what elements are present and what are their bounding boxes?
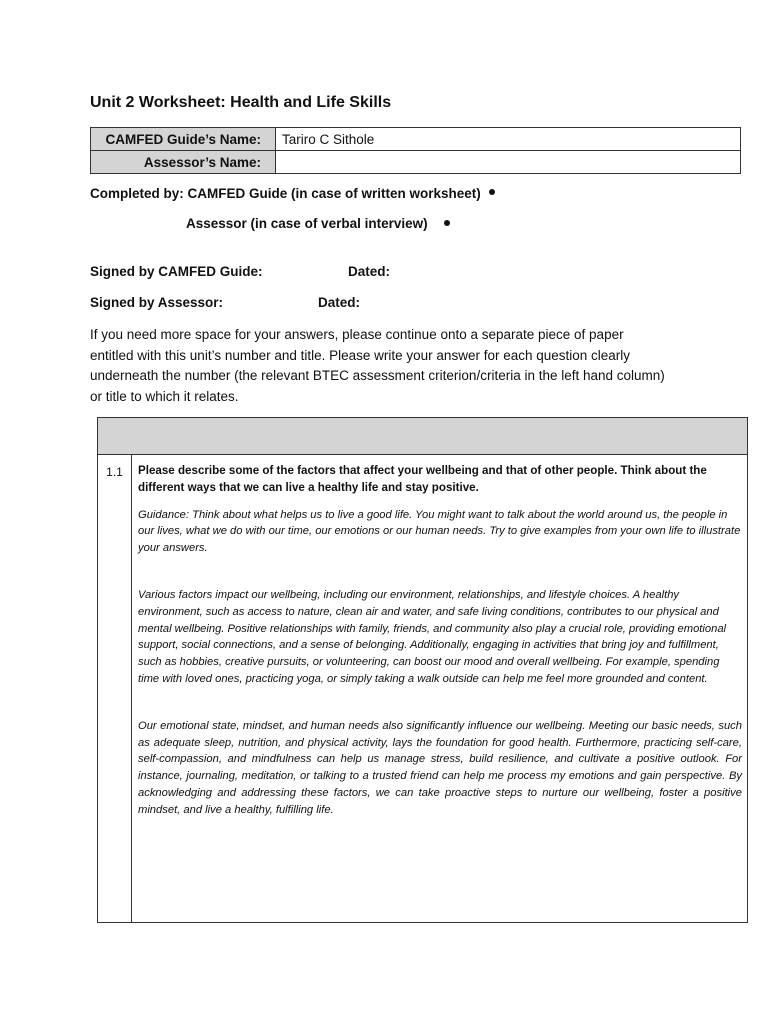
signed-assessor-label: Signed by Assessor: [90, 295, 224, 310]
page-title: Unit 2 Worksheet: Health and Life Skills [90, 94, 392, 111]
question-table-header [98, 418, 747, 455]
instructions-paragraph: If you need more space for your answers, please continue onto a separate piece of paper entitled with this unit’s number and title. Please write your answer for each question clearly underneath the number (the relevant BTEC assessment criterion/criteria in the left hand column) or title to which it relates. [90, 327, 665, 404]
assessor-name-label: Assessor’s Name: [91, 151, 276, 174]
completed-by-assessor-label: Assessor (in case of verbal interview) [186, 216, 428, 231]
question-number: 1.1 [98, 455, 132, 922]
question-table [97, 417, 748, 923]
question-text: Please describe some of the factors that affect your wellbeing and that of other people. Think about the different ways that we can live a healthy life and stay positive. [138, 464, 707, 494]
answer-paragraph-2: Our emotional state, mindset, and human needs also significantly influence our wellbeing. Meeting our basic needs, such as adequate sleep, nutrition, and physical activity, lays the foundation for good health. Furthermore, practicing self-care, self-compassion, and mindfulness can help us manage stress, build resilience, and cultivate a positive outlook. For instance, journaling, meditation, or talking to a trusted friend can help me process my emotions and gain perspective. By acknowledging and addressing these factors, we can take proactive steps to nurture our wellbeing, foster a positive mindset, and live a healthy, fulfilling life. [138, 719, 742, 816]
info-table [90, 127, 741, 174]
guide-name-label: CAMFED Guide’s Name: [91, 128, 276, 151]
signed-guide-label: Signed by CAMFED Guide: [90, 264, 263, 279]
question-cell[interactable] [138, 463, 742, 849]
signed-assessor-dated-label: Dated: [318, 295, 361, 310]
signed-guide-dated-label: Dated: [348, 264, 391, 279]
answer-paragraph-1: Various factors impact our wellbeing, including our environment, relationships, and lifestyle choices. A healthy environment, such as access to nature, clean air and water, and safe living conditions, contributes to our physical and mental wellbeing. Positive relationships with family, friends, and community also play a crucial role, providing emotional support, social connections, and a sense of belonging. Additionally, engaging in activities that bring joy and fulfillment, such as hobbies, creative pursuits, or volunteering, can boost our mood and overall wellbeing. For example, spending time with loved ones, practicing yoga, or simply taking a walk outside can help me feel more grounded and content. [138, 588, 727, 685]
guide-name-field[interactable]: Tariro C Sithole [276, 128, 741, 151]
assessor-name-field[interactable] [276, 151, 741, 174]
completed-by-guide [90, 186, 495, 201]
bullet-icon[interactable] [444, 220, 450, 226]
completed-by-guide-label: Completed by: CAMFED Guide (in case of written worksheet) [90, 186, 481, 201]
bullet-icon[interactable] [489, 189, 495, 195]
guidance-text: Guidance: Think about what helps us to live a good life. You might want to talk about the world around us, the people in our lives, what we do with our time, our emotions or our human needs. Try to give examples from your own life to illustrate your answers. [138, 508, 741, 555]
